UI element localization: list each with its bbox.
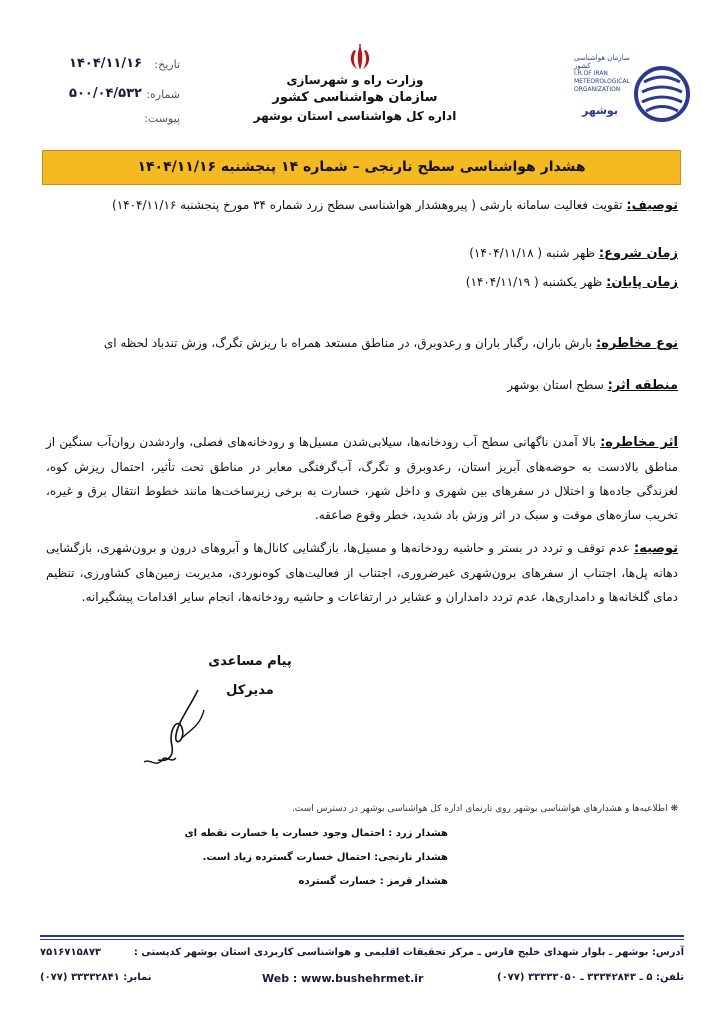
hazard-effect-label: اثر مخاطره: <box>600 435 678 450</box>
advice-label: توصیه: <box>634 541 678 556</box>
department-name: اداره کل هواشناسی استان بوشهر <box>253 109 457 123</box>
number-value: ۵۰۰/۰۴/۵۳۲ <box>69 86 142 101</box>
footer-divider <box>40 935 684 937</box>
footer-address: آدرس: بوشهر ـ بلوار شهدای خلیج فارس ـ مرکز تحقیقات اقلیمی و هواشناسی کاربردی استان بوشهر کدپستی : <box>133 947 684 958</box>
ministry-name: وزارت راه و شهرسازی <box>286 73 424 87</box>
description-row <box>112 198 678 213</box>
affected-area-value: سطح استان بوشهر <box>507 378 604 392</box>
end-time-label: زمان پایان: <box>606 275 678 290</box>
hazard-type-label: نوع مخاطره: <box>596 336 678 351</box>
description-label: توصیف: <box>626 198 678 213</box>
advice-value: عدم توقف و تردد در بستر و حاشیه رودخانه‌ها و مسیل‌ها، بازگشایی کانال‌ها و آبروهای درون و برون‌شهری، بازگشایی دهانه پل‌ها، اجتناب از سفرهای برون‌شهری غیرضروری، اجتناب از فعالیت‌های کوه‌نوردی، مدیریت زمین‌های کشاورزی، تنظیم دمای گلخانه‌ها و دامداری‌ها، عدم تردد دامداران و عشایر در ارتفاعات و حاشیه رودخانه‌ها، انجام سایر اقدامات پیشگیرانه. <box>46 541 678 604</box>
affected-area-label: منطقه اثر: <box>607 378 678 393</box>
end-time-row <box>466 275 678 290</box>
date-value: ۱۴۰۴/۱۱/۱۶ <box>69 56 142 71</box>
met-organization-logo <box>574 44 694 144</box>
letterhead-title <box>220 42 490 125</box>
footer-divider-thin <box>40 939 684 940</box>
start-time-value: ظهر شنبه ( ۱۴۰۴/۱۱/۱۸) <box>469 246 596 260</box>
org-logo-fa: سازمان هواشناسی کشور <box>574 54 630 70</box>
warning-banner: هشدار هواشناسی سطح نارنجی – شماره ۱۴ پنجشنبه ۱۴۰۴/۱۱/۱۶ <box>42 150 681 185</box>
legend-orange: هشدار نارنجی: احتمال خسارت گسترده زیاد است. <box>202 852 448 863</box>
hazard-effect-value: بالا آمدن ناگهانی سطح آب رودخانه‌ها، سیلابی‌شدن مسیل‌ها و رودخانه‌های فصلی، واردشدن روان‌آب سنگین از مناطق بالادست به حوضه‌های آبریز استان، رعدوبرق و تگرگ، آب‌گرفتگی معابر در مناطق تحت تأثیر، احتمال ریزش کوه، لغزندگی جاده‌ها و اختلال در سفرهای بین شهری و داخل شهر، خسارت به برخی زیرساخت‌ها مانند خطوط انتقال برق و غیره، تخریب سازه‌های موقت و سبک در اثر وزش باد شدید، خطر وقوع صاعقه. <box>46 435 678 522</box>
legend-yellow: هشدار زرد : احتمال وجود خسارت یا خسارت نقطه ای <box>184 828 448 839</box>
footer-website: Web : www.bushehrmet.ir <box>262 972 424 985</box>
org-logo-en-1: I.R.OF IRAN <box>574 70 608 77</box>
hazard-type-row <box>104 336 678 351</box>
signatory-name: پیام مساعدی <box>208 654 292 669</box>
end-time-value: ظهر یکشنبه ( ۱۴۰۴/۱۱/۱۹) <box>465 275 603 289</box>
footer-phone: تلفن: ۵ ـ ۳۳۳۴۲۸۴۳ ـ ۳۳۳۳۳۰۵۰ (۰۷۷) <box>496 972 684 983</box>
org-logo-en-3: ORGANIZATION <box>574 86 621 93</box>
footer-fax: نمابر: ۳۳۳۳۲۸۴۱ (۰۷۷) <box>40 972 152 983</box>
attachment-label: پیوست: <box>144 112 180 125</box>
description-value: تقویت فعالیت سامانه بارشی ( پیروهشدار هواشناسی سطح زرد شماره ۳۴ مورخ پنجشنبه ۱۴۰۴/۱۱/۱۶) <box>112 198 623 212</box>
hazard-effect-paragraph <box>46 430 678 527</box>
org-logo-city: بوشهر <box>582 104 618 117</box>
start-time-label: زمان شروع: <box>598 246 678 261</box>
number-label: شماره: <box>146 88 180 101</box>
start-time-row <box>469 246 678 261</box>
handwritten-signature <box>138 680 218 775</box>
affected-area-row <box>507 378 678 393</box>
date-label: تاریخ: <box>154 58 180 71</box>
org-logo-en-2: METEOROLOGICAL <box>574 78 630 85</box>
legend-red: هشدار قرمز : خسارت گسترده <box>298 876 448 887</box>
met-logo-icon <box>634 52 690 136</box>
footer-postal-code: ۷۵۱۶۷۱۵۸۷۳ <box>40 947 102 958</box>
availability-note: ❋ اطلاعیه‌ها و هشدارهای هواشناسی بوشهر روی تارنمای اداره کل هواشناسی بوشهر در دسترس است. <box>291 804 678 814</box>
advice-paragraph <box>46 536 678 609</box>
signatory-title: مدیرکل <box>226 683 274 698</box>
organization-name: سازمان هواشناسی کشور <box>272 90 438 105</box>
hazard-type-value: بارش باران، رگبار باران و رعدوبرق، در مناطق مستعد همراه با ریزش تگرگ، وزش تندباد لحظه ای <box>103 336 593 350</box>
